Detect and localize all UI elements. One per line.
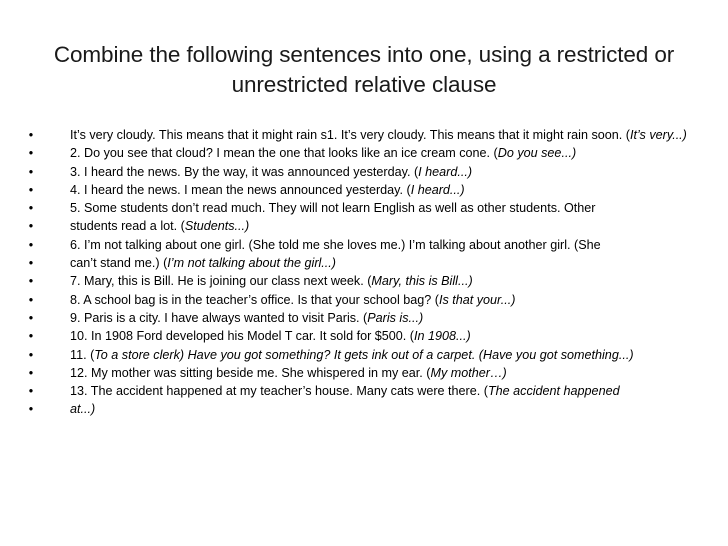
list-item	[26, 310, 716, 327]
bullet-icon: •	[28, 182, 34, 197]
list-item-text: can’t stand me.) (	[70, 256, 168, 271]
list-item-text: 6. I’m not talking about one girl. (She told me she loves me.) I’m talking about another girl. (She	[70, 237, 601, 252]
list-item	[26, 365, 716, 382]
bullet-icon: •	[28, 237, 34, 252]
list-item-italic-text: Is that your...)	[438, 292, 516, 307]
list-item	[26, 401, 716, 418]
list-item-text: students read a lot. (	[70, 219, 185, 234]
list-item	[26, 383, 716, 400]
list-item-text: 7. Mary, this is Bill. He is joining our class next week. (	[70, 274, 372, 289]
list-item-italic-text: It’s very...)	[629, 128, 687, 142]
bullet-icon: •	[28, 347, 34, 362]
bullet-icon: •	[28, 201, 34, 216]
list-item	[26, 145, 716, 162]
list-item-italic-text: I heard...)	[410, 182, 465, 197]
list-item	[26, 218, 716, 235]
list-item-italic-text: Paris is...)	[367, 310, 424, 325]
list-item-italic-text: I heard...)	[418, 164, 473, 179]
list-item	[26, 200, 716, 217]
list-item-italic-text: Students...)	[184, 219, 250, 234]
list-item	[26, 255, 716, 272]
bullet-icon: •	[28, 329, 34, 344]
list-item	[26, 328, 716, 345]
list-item	[26, 347, 716, 364]
list-item	[26, 182, 716, 199]
list-item	[26, 164, 716, 181]
bullet-icon: •	[28, 219, 34, 234]
bullet-icon: •	[28, 274, 34, 289]
bullet-icon: •	[28, 256, 34, 271]
list-item-italic-text: To a store clerk) Have you got something? It gets ink out of a carpet. (Have you got something...)	[94, 347, 634, 362]
exercise-list	[26, 127, 716, 420]
bullet-icon: •	[28, 292, 34, 307]
list-item-italic-text: at...)	[70, 402, 96, 417]
list-item-italic-text: Do you see...)	[497, 146, 577, 161]
list-item-text: 4. I heard the news. I mean the news announced yesterday. (	[70, 182, 411, 197]
list-item-text: 13. The accident happened at my teacher’s house. Many cats were there. (	[70, 384, 488, 399]
list-item-italic-text: I’m not talking about the girl...)	[167, 256, 336, 271]
slide-title: Combine the following sentences into one, using a restricted or unrestricted relative clause	[53, 42, 675, 97]
list-item	[26, 237, 716, 254]
list-item-italic-text: In 1908...)	[413, 329, 471, 344]
list-item-text: It’s very cloudy. This means that it might rain s1. It’s very cloudy. This means that it might rain soon. (	[70, 128, 630, 142]
bullet-icon: •	[28, 128, 34, 142]
bullet-icon: •	[28, 146, 34, 161]
list-item-italic-text: My mother…)	[430, 365, 507, 380]
list-item	[26, 292, 716, 309]
list-item-text: 11. (	[70, 347, 95, 362]
bullet-icon: •	[28, 384, 34, 399]
list-item-text: 9. Paris is a city. I have always wanted to visit Paris. (	[70, 310, 368, 325]
bullet-icon: •	[28, 164, 34, 179]
list-item-text: 12. My mother was sitting beside me. She whispered in my ear. (	[70, 365, 431, 380]
list-item-text: 10. In 1908 Ford developed his Model T car. It sold for $500. (	[70, 329, 414, 344]
bullet-icon: •	[28, 365, 34, 380]
bullet-icon: •	[28, 310, 34, 325]
list-item-italic-text: Mary, this is Bill...)	[371, 274, 473, 289]
bullet-icon: •	[28, 402, 34, 417]
list-item-italic-text: The accident happened	[487, 384, 620, 399]
list-item-text: 8. A school bag is in the teacher’s office. Is that your school bag? (	[70, 292, 439, 307]
list-item-text: 2. Do you see that cloud? I mean the one that looks like an ice cream cone. (	[70, 146, 498, 161]
list-item-text: 5. Some students don’t read much. They will not learn English as well as other students. Other	[70, 201, 596, 216]
list-item	[26, 273, 716, 290]
list-item-text: 3. I heard the news. By the way, it was announced yesterday. (	[70, 164, 419, 179]
list-item	[26, 127, 716, 144]
